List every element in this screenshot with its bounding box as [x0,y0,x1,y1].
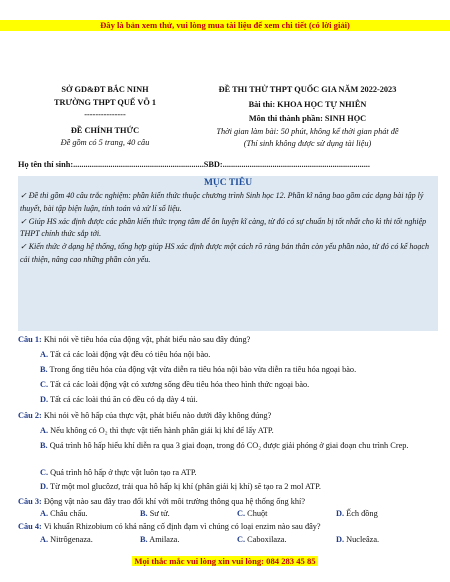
answer-option [40,440,435,453]
contact-footer-text: Mọi thắc mắc vui lòng xin vui lòng: 084 283 45 85 [134,556,316,566]
option-text: Trong ống tiêu hóa của động vật vừa diễn ra tiêu hóa nội bào vừa diễn ra tiêu hóa ngoại bào. [49,365,357,374]
option-label: B. [40,365,48,374]
question-label: Câu 4: [18,522,42,531]
exam-time: Thời gian làm bài: 50 phút, không kể thời gian phát đề [216,126,399,136]
answer-option [336,508,378,520]
page-count-note: Đề gồm có 5 trang, 40 câu [60,138,150,147]
answer-option [40,467,435,480]
answer-option [140,508,170,520]
option-label: D. [40,395,49,404]
exam-note: (Thí sinh không được sử dụng tài liệu) [243,139,372,148]
exam-name: Bài thi: KHOA HỌC TỰ NHIÊN [248,99,367,109]
question-text: Khi nói về hô hấp của thực vật, phát biểu nào dưới đây không đúng? [43,411,272,420]
exam-title: ĐỀ THI THỬ THPT QUỐC GIA NĂM 2022-2023 [218,85,397,94]
question-2 [18,410,438,422]
option-text: Chuột [247,509,268,518]
option-text: Nucleâza. [346,535,380,544]
option-label: B. [40,441,48,450]
goal-item: ✓ Kiến thức ở dạng hệ thống, tổng hợp giúp HS xác định được một cách rõ ràng bản thân còn yếu phần nào, từ đó có kế hoạch cải thiện, nâng cao những phần còn yếu. [20,242,429,264]
answer-option [336,534,379,546]
school-header [20,84,190,150]
official-label: ĐỀ CHÍNH THỨC [70,125,140,135]
option-text: Sư tử. [149,509,170,518]
option-label: D. [336,535,345,544]
option-text: Nitrôgenaza. [50,535,93,544]
student-info-line: Họ tên thí sinh:...............................................................SBD:....................................................................... [18,160,370,169]
option-text: Từ một mol glucôzơ, trải qua hô hấp kị khí (phân giải kị khí) sẽ tạo ra 2 mol ATP. [50,482,321,491]
answer-option [40,364,435,377]
question-3 [18,496,438,508]
option-text: Quá trình hô hấp ở thực vật luôn tạo ra ATP. [50,468,197,477]
goals-box [18,176,438,331]
option-label: A. [40,350,49,359]
option-text: Quá trình hô hấp hiếu khí diễn ra qua 3 giai đoạn, trong đó CO₂ được giải phóng ở giai đoạn chu trình Crep. [49,441,409,450]
option-text: Ếch đồng [346,509,378,518]
goals-title: MỤC TIÊU [203,178,253,188]
option-label: A. [40,535,49,544]
preview-banner-text: Đây là bản xem thử, vui lòng mua tài liệu để xem chi tiết (có lời giải) [100,20,350,30]
goal-item: ✓ Đề thi gồm 40 câu trắc nghiệm: phần kiến thức thuộc chương trình Sinh học 12. Phần kĩ năng bao gồm các dạng bài tập lý thuyết, bài tập biện luận, tính toán và xử lí số liệu. [20,191,424,213]
option-text: Amilaza. [149,535,180,544]
exam-subject: Môn thi thành phần: SINH HỌC [248,114,367,123]
contact-footer [0,556,450,566]
option-label: D. [40,482,49,491]
question-label: Câu 3: [18,497,42,506]
answer-option [237,534,287,546]
answer-option [237,508,267,520]
question-text: Động vật nào sau đây trao đổi khí với môi trường thông qua hệ thống ống khí? [43,497,306,506]
option-label: C. [237,535,246,544]
school-name: TRƯỜNG THPT QUẾ VÕ 1 [53,97,157,107]
question-label: Câu 2: [18,411,42,420]
goal-item: ✓ Giúp HS xác định được các phần kiến thức trọng tâm để ôn luyện kĩ càng, từ đó có sự chuẩn bị tốt nhất cho kì thi tốt nghiệp THPT chính thức sắp tới. [20,216,427,239]
option-label: C. [40,468,49,477]
option-text: Tất cả các loài động vật có xương sống đều tiêu hóa theo hình thức ngoại bào. [50,380,310,389]
question-1 [18,334,438,346]
question-text: Khi nói về tiêu hóa của động vật, phát biểu nào sau đây đúng? [43,335,251,344]
option-label: C. [40,380,49,389]
preview-banner [0,20,450,31]
option-text: Caboxilaza. [247,535,287,544]
option-label: B. [140,509,148,518]
option-text: Tất cả các loài thú ăn cỏ đều có dạ dày 4 túi. [50,395,198,404]
question-label: Câu 1: [18,335,42,344]
option-text: Tất cả các loài động vật đều có tiêu hóa nội bào. [50,350,211,359]
option-text: Châu chấu. [50,509,88,518]
question-4 [18,521,438,533]
answer-option [140,534,179,546]
question-text: Vi khuẩn Rhizobium có khả năng cố định đạm vì chúng có loại enzim nào sau đây? [43,522,321,531]
option-label: C. [237,509,246,518]
exam-header [180,84,435,151]
option-label: A. [40,426,49,435]
answer-option [40,425,435,438]
option-text: Nếu không có O₂ thì thực vật tiến hành phân giải kị khí để lấy ATP. [50,426,274,435]
option-label: D. [336,509,345,518]
answer-option [40,394,435,407]
option-label: A. [40,509,49,518]
answer-option [40,349,435,362]
answer-option [40,534,93,546]
department-name: SỞ GD&ĐT BẮC NINH [61,85,149,94]
answer-option [40,508,87,520]
answer-option [40,481,435,494]
option-label: B. [140,535,148,544]
header-divider: --------------- [84,110,126,119]
answer-option [40,379,435,392]
